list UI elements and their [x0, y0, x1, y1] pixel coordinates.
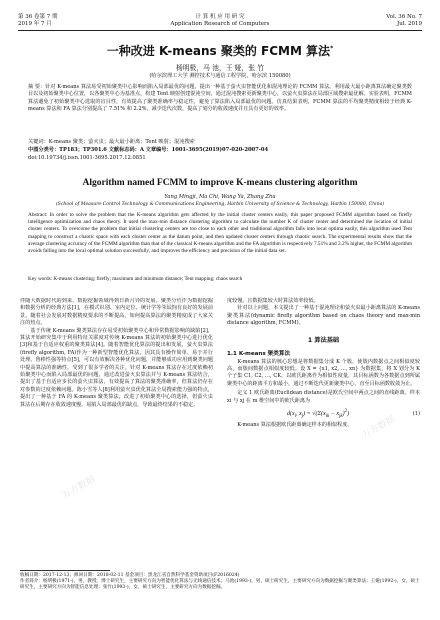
keywords-cn: 关键词：K-means 聚类；萤火虫；最大最小距离；Tent 映射；混沌搜索 [28, 139, 195, 145]
paper-title-en: Algorithm named FCMM to improve K-means clustering algorithm [82, 178, 358, 188]
keywords-en: Key words: K-means clustering; firefly; maximum and minimum distance; Tent mapping; chaos search [28, 276, 243, 282]
equation-number: (1) [412, 411, 420, 418]
kmeans-paragraph: K-means 算法的核心思想是将数据集分成 K 个簇，使簇内数据点之间相似度较高，而簇间数据点相似度较低。设 X = {x1, x2, …, xn} 为数据集，将 X 划分为 K 个子集 C1, C2, …, CK，以欧氏距离作为相似性度量，其目标函数为各数据点到所属聚类中心的距离平方和最小，通过不断迭代更新聚类中心，直至目标函数收敛为止。 [227, 358, 420, 387]
intro-left-column: 伴随大数据时代的到来，数据挖掘领域得到日新月异的发展。聚类分析作为数据挖掘和数据分析的经典方法[1]，在模式识别、室内定位、统计学等领域拥有良好的发展前景。随着社会发展对数据精度要求的不断提高，如何提高算法的聚类精度成了大家关注的热点。 基于传统 K-means 聚类算法存在易受初始聚类中心和异常数据影响的缺陷[2]，算法开始研究集中于利用特征关联度对传统 K-means 算法的初始聚类中心进行优化[3]和基于自适应权重的聚类算法[4]。随着智能优化算法的提出和发展，萤火虫算法(firefly algorithm, FA)作为一种新型智能优化算法，因其具有操作简单、易于并行处理、鲁棒性强等特点[5]，可以有效解决各种优化问题，并能够成功应用到聚类问题中提高算法的准确性，受到了很多学者的关注。针对 K-means 算法存在过度依赖初始聚类中心而陷入局部最优的问题，通过改进萤火虫算法并与 K-means 算法结合，提出了基于自适应步长的萤火虫算法，有效提高了算法的聚类准确率，但算法仍存在对参数的过度依赖问题。陈小雪等人[8]利用萤火虫优化算法全局搜索能力强的特点，提出了一种基于 FA 的 K-means 聚类算法，改进了初始聚类中心的选择，但萤火虫算法在后期存在收敛速度慢、易陷入局部最优的缺点，导致最终结果的不稳定。 [20, 298, 213, 408]
journal-volume: 第 36 卷第 7 期 2019 年 7 月 [18, 14, 58, 27]
header-rule [18, 30, 422, 31]
abstract-cn: 摘 要：针对 K-means 算法易受初始聚类中心影响而陷入局部最优的问题，提出一种基于萤火虫智能优化和混沌理论的 FCMM 算法。利用最大最小距离算法确定聚类数目以及初始聚类中心位置，以各聚类中心为基准点，构建 Tent 映射创建混沌空间，通过混沌搜索更新聚类中心，以萤火虫算法在局部区域搜索最优解。实验表明，FCMM 算法避免了初始聚类中心选取的盲目性，有效提高了聚类准确率与稳定性，避免了算法陷入局部最优的问题。仿真结果表明，FCMM 算法的平均聚类精度相较于经典 K-means 算法和 FA 算法分别提高了 7.51% 和 2.2%，减少迭代次数，提高了划分的收敛速度并且具有更好的效率。 [28, 84, 412, 113]
after-equation-text: K-means 算法根据欧氏距离确定样本的相似程度。 [227, 422, 353, 429]
authors-en: Yang Mingji, Ma Chi, Wang Ya, Zhang Zhu [164, 194, 276, 200]
intro-continued: 度较慢，且数据集较大时算法效率较低。 针对以上问题，本文提出了一种基于混沌理论和萤火虫最小距离算法的 K-means 聚类算法(dynamic firefly algorithm based on chaos theory and max-min distance algorithm, FCMM)。 [227, 298, 420, 327]
watermark: 万方数据 [60, 474, 97, 502]
definition-paragraph: 定义 1 欧氏距离(Euclidean distance)是欧氏空间中两点之间的直线距离。样本 xi 与 xj 在 m 维空间中的欧氏距离为 [227, 390, 420, 404]
right-column [227, 298, 420, 429]
footnote: 收稿日期：2017-12-13；修回日期：2018-02-11 基金项目：黑龙江省自然科学基金资助项目(F2016024) 作者简介：杨明极(1971-)，男，教授，博士研究生，主要研究方向为智能优化算法与无线通信技术；马池(1993-)，男，硕士研究生，主要研究方向为数据挖掘与聚类算法；王娅(1992-)，女，硕士研究生，主要研究方向为智能信息处理；张竹(1993-)，女，硕士研究生，主要研究方向为数据挖掘。 [20, 573, 420, 591]
journal-issue: Vol. 36 No. 7 Jul. 2019 [386, 14, 422, 27]
footnote-rule [20, 570, 110, 571]
affiliation-en: (School of Measure-Control Technology & Communications Engineering, Harbin University of Science & Technology, Harbin 150080, China) [55, 202, 385, 207]
journal-name: 计 算 机 应 用 研 究 Application Research of Computers [170, 14, 270, 27]
watermark: 万方数据 [360, 414, 397, 442]
euclidean-equation: $d(x_i$, $x_j) = √(\Sigma(x_{ik} - x_{jk})^2)$ [287, 409, 350, 420]
authors-cn: 杨明极，马 池，王 娅，张 竹 [175, 64, 265, 72]
affiliation-cn: (哈尔滨理工大学 测控技术与通信工程学院，哈尔滨 150080) [149, 73, 291, 79]
classification-meta: 中图分类号：TP183；TP301.6 文献标志码：A 文章编号：1001-3695(2019)07-020-2007-04 [28, 147, 269, 153]
section-heading: 1 算法基础 [307, 336, 340, 344]
subsection-heading: 1.1 K-means 聚类算法 [227, 350, 291, 357]
abstract-en: Abstract: In order to solve the problem that the K-means algorithm gets affected by the initial cluster centers easily, this paper proposed FCMM algorithm based on firefly intelligence optimization and chaos theory. It used the max-min distance clustering algorithm to calculate the number K of cluster center and determined the location of initial cluster centers. To overcome the problem that initial clustering centers are too close to each other and traditional algorithm falls into local optima easily, this algorithm used Tent mapping to construct a chaotic space with each cluster center as the datum point, and then updated cluster centers through chaotic search. The experimental results show that the average clustering accuracy of the FCMM algorithm than that of the classical K-means algorithm and the FA algorithm is respectively 7.51% and 2.2% higher, the FCMM algorithm avoids falling into the local optimal solution successfully, and improves the efficiency and precision of the initial data set. [28, 212, 412, 255]
doi: doi:10.19734/j.issn.1001-3695.2017.12.0851 [28, 155, 146, 161]
watermark: 万方数据 [150, 294, 187, 322]
paper-title-cn: 一种改进 K-means 聚类的 FCMM 算法* [106, 44, 334, 58]
